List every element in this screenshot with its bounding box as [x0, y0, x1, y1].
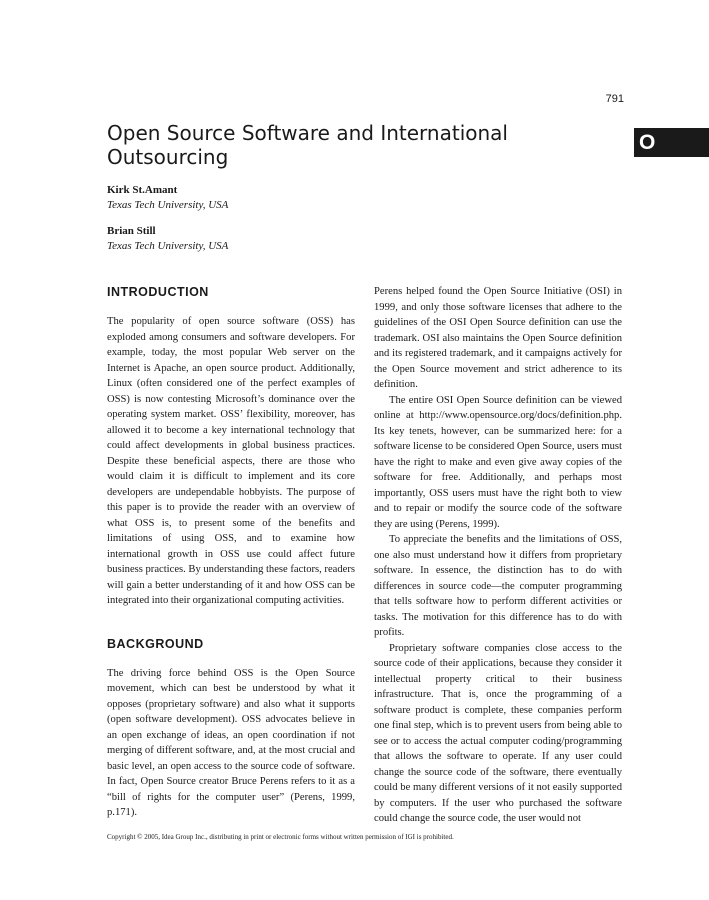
body-paragraph: The entire OSI Open Source definition can be viewed online at http://www.opensource.org/docs/definition.php. Its key tenets, however, can be summarized here: for a software license to be considered Open Source, users must have the right to make and even give away copies of the software for free. Additionally, and perhaps most importantly, OSS users must have the right both to view and to repair or modify the source code of the software they are using (Perens, 1999).: [374, 394, 622, 530]
author-affiliation: Texas Tech University, USA: [107, 240, 229, 252]
introduction-heading: INTRODUCTION: [107, 285, 209, 299]
body-paragraph: To appreciate the benefits and the limitations of OSS, one also must understand how it differs from proprietary software. In essence, the distinction has to do with differences in source code—the computer programming that tells software how to perform different activities or tasks. The motivation for this difference has to do with profits.: [374, 534, 622, 638]
left-column: [107, 284, 355, 821]
author-name: Kirk St.Amant: [107, 184, 178, 196]
copyright-footer: Copyright © 2005, Idea Group Inc., distributing in print or electronic forms without written permission of IGI is prohibited.: [107, 833, 454, 841]
background-paragraph: The driving force behind OSS is the Open Source movement, which can best be understood by what it opposes (proprietary software) and also what it supports (open software development). OSS advocates believe in an open exchange of ideas, an open coordination if not merging of different software, and, at the most crucial and basic level, an open access to the source code of software. In fact, Open Source creator Bruce Perens refers to it as a “bill of rights for the computer user” (Perens, 1999, p.171).: [107, 667, 355, 818]
author-block-2: [107, 224, 228, 254]
page-number: 791: [605, 93, 624, 105]
right-column: [374, 284, 622, 827]
body-paragraph: Proprietary software companies close access to the source code of their applications, because they consider it intellectual property critical to their business infrastructure. That is, once the programming of a software product is complete, these companies perform one final step, which is to prevent users from being able to see or to access the actual computer coding/programming that allows the software to operate. If any user could change the source code of the software, there eventually could be many different versions of it not easily supported by computers. If the user who purchased the software could change the source code, the user would not: [374, 642, 622, 824]
author-block-1: [107, 183, 228, 213]
section-letter-tab: O: [634, 128, 709, 157]
body-paragraph: Perens helped found the Open Source Initiative (OSI) in 1999, and only those software licenses that adhere to the guidelines of the OSI Open Source definition can use the trademark. OSI also maintains the Open Source definition and its registered trademark, and it campaigns actively for the Open Source movement and strict adherence to its definition.: [374, 286, 622, 390]
introduction-paragraph: The popularity of open source software (OSS) has exploded among consumers and software developers. For example, today, the most popular Web server on the Internet is Apache, an open source product. Additionally, Linux (often considered one of the perfect examples of OSS) is now contesting Microsoft’s dominance over the operating system market. OSS’ flexibility, moreover, has allowed it to become a key international technology that could affect developments in global business practices. Despite these beneficial aspects, there are those who would claim it is difficult to implement and its core developers are undependable hobbyists. The purpose of this paper is to provide the reader with an overview of what OSS is, to present some of the benefits and limitations of using OSS, and to examine how international growth in OSS use could affect future business practices. By understanding these factors, readers will gain a better understanding of it and how OSS can be integrated into their organizational computing activities.: [107, 316, 355, 606]
author-name: Brian Still: [107, 225, 156, 237]
article-title: Open Source Software and International Outsourcing: [107, 121, 508, 169]
author-affiliation: Texas Tech University, USA: [107, 199, 229, 211]
background-heading: BACKGROUND: [107, 636, 204, 651]
